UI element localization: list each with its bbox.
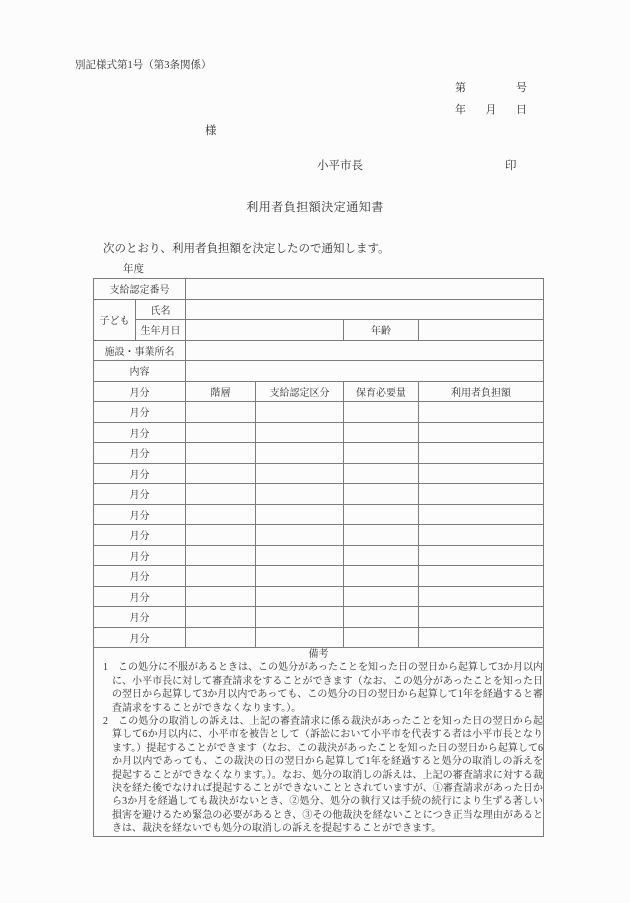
addressee-honorific: 様 [205, 125, 217, 137]
content-label: 内容 [94, 361, 186, 382]
name-label: 氏名 [136, 299, 186, 320]
intro-sentence: 次のとおり、利用者負担額を決定したので通知します。 [103, 243, 390, 255]
certification-category-value [256, 545, 344, 566]
month-column-header: 月分 [94, 381, 186, 402]
tier-value [186, 627, 256, 648]
month-row [94, 402, 544, 423]
birth-date-value [186, 320, 344, 341]
certification-category-value [256, 402, 344, 423]
tier-value [186, 566, 256, 587]
document-number-line [455, 79, 527, 95]
tier-value [186, 402, 256, 423]
month-row [94, 627, 544, 648]
remark-2-text: この処分の取消しの訴えは、上記の審査請求に係る裁決があったことを知った日の翌日から起算して6か月以内に、小平市を被告として（訴訟において小平市を代表する者は小平市長となります。）提起することができます（なお、この裁決があったことを知った日の翌日から起算して6か月以内であっても、この裁決の日の翌日から起算して1年を経過すると処分の取消しの訴えを提起することができなくなります。）。なお、処分の取消しの訴えは、上記の審査請求に対する裁決を経た後でなければ提起することができないこととされていますが、①審査請求があった日から3か月を経過しても裁決がないとき、②処分、処分の執行又は手続の続行により生ずる著しい損害を避けるため緊急の必要があるとき、③その他裁決を経ないことにつき正当な理由があるときは、裁決を経ないでも処分の取消しの訴えを提起することができます。 [112, 716, 543, 835]
facility-name-label: 施設・事業所名 [94, 340, 186, 361]
childcare-necessity-value [344, 443, 419, 464]
date-day-label: 日 [516, 104, 527, 116]
month-label: 月分 [94, 627, 186, 648]
form-reference: 別記様式第1号（第3条関係） [75, 60, 212, 71]
childcare-necessity-value [344, 484, 419, 505]
tier-value [186, 586, 256, 607]
certification-category-value [256, 627, 344, 648]
childcare-necessity-value [344, 627, 419, 648]
month-row [94, 525, 544, 546]
month-row [94, 586, 544, 607]
month-row [94, 463, 544, 484]
tier-value [186, 463, 256, 484]
tier-value [186, 504, 256, 525]
month-label: 月分 [94, 545, 186, 566]
month-label: 月分 [94, 504, 186, 525]
row-facility-name [94, 340, 544, 361]
row-child-name [94, 299, 544, 320]
row-birth-date [94, 320, 544, 341]
month-row [94, 443, 544, 464]
tier-value [186, 422, 256, 443]
doc-number-prefix: 第 [455, 82, 466, 94]
content-value [186, 361, 544, 382]
user-burden-amount-value [419, 566, 544, 587]
month-label: 月分 [94, 607, 186, 628]
childcare-necessity-value [344, 463, 419, 484]
row-content [94, 361, 544, 382]
remark-1-text: この処分に不服があるときは、この処分があったことを知った日の翌日から起算して3か月以内に、小平市長に対して審査請求をすることができます（なお、この処分があったことを知った日の翌日から起算して3か月以内であっても、この処分の日の翌日から起算して1年を経過すると審査請求をすることができなくなります。）。 [112, 662, 543, 714]
age-label: 年齢 [344, 320, 419, 341]
childcare-necessity-value [344, 545, 419, 566]
certification-category-value [256, 586, 344, 607]
month-row [94, 504, 544, 525]
month-label: 月分 [94, 463, 186, 484]
user-burden-amount-value [419, 525, 544, 546]
user-burden-amount-header: 利用者負担額 [419, 381, 544, 402]
date-month-label: 月 [485, 104, 497, 116]
user-burden-amount-value [419, 627, 544, 648]
childcare-necessity-value [344, 402, 419, 423]
tier-value [186, 525, 256, 546]
user-burden-amount-value [419, 443, 544, 464]
name-value [186, 299, 544, 320]
user-burden-amount-value [419, 463, 544, 484]
certification-category-value [256, 525, 344, 546]
certification-category-value [256, 607, 344, 628]
tier-value [186, 607, 256, 628]
document-title: 利用者負担額決定通知書 [246, 200, 384, 214]
month-label: 月分 [94, 443, 186, 464]
user-burden-amount-value [419, 586, 544, 607]
user-burden-amount-value [419, 402, 544, 423]
month-label: 月分 [94, 525, 186, 546]
certification-category-header: 支給認定区分 [256, 381, 344, 402]
childcare-necessity-value [344, 586, 419, 607]
row-certification-number [94, 279, 544, 300]
tier-value [186, 545, 256, 566]
certification-category-value [256, 422, 344, 443]
child-label: 子ども [94, 299, 136, 340]
month-row [94, 607, 544, 628]
remarks-label: 備考 [308, 649, 329, 660]
certification-number-label: 支給認定番号 [94, 279, 186, 300]
notice-table [93, 278, 544, 837]
facility-name-value [186, 340, 544, 361]
childcare-necessity-value [344, 504, 419, 525]
childcare-necessity-value [344, 422, 419, 443]
remark-1-number: 1 [103, 662, 108, 674]
certification-category-value [256, 484, 344, 505]
user-burden-amount-value [419, 607, 544, 628]
remarks-section [94, 648, 544, 837]
certification-category-value [256, 566, 344, 587]
date-year-label: 年 [455, 104, 466, 116]
month-row [94, 422, 544, 443]
age-value [419, 320, 544, 341]
tier-column-header: 階層 [186, 381, 256, 402]
doc-number-suffix: 号 [516, 82, 527, 94]
date-line [455, 101, 527, 117]
month-label: 月分 [94, 422, 186, 443]
month-row [94, 545, 544, 566]
childcare-necessity-value [344, 525, 419, 546]
certification-category-value [256, 463, 344, 484]
childcare-necessity-value [344, 607, 419, 628]
user-burden-amount-value [419, 504, 544, 525]
certification-category-value [256, 504, 344, 525]
remark-2-number: 2 [103, 716, 108, 728]
user-burden-amount-value [419, 422, 544, 443]
month-row [94, 566, 544, 587]
month-label: 月分 [94, 484, 186, 505]
month-label: 月分 [94, 402, 186, 423]
certification-category-value [256, 443, 344, 464]
month-label: 月分 [94, 586, 186, 607]
issuer-title: 小平市長 [317, 160, 363, 172]
childcare-necessity-value [344, 566, 419, 587]
remark-item-2 [94, 715, 543, 836]
tier-value [186, 484, 256, 505]
remarks-row [94, 648, 544, 837]
month-label: 月分 [94, 566, 186, 587]
certification-number-value [186, 279, 544, 300]
fiscal-year-label: 年度 [123, 264, 144, 275]
seal-mark: 印 [505, 160, 517, 172]
birth-date-label: 生年月日 [136, 320, 186, 341]
column-header-row [94, 381, 544, 402]
month-row [94, 484, 544, 505]
childcare-necessity-header: 保育必要量 [344, 381, 419, 402]
user-burden-amount-value [419, 545, 544, 566]
remark-item-1 [94, 661, 543, 715]
tier-value [186, 443, 256, 464]
user-burden-amount-value [419, 484, 544, 505]
